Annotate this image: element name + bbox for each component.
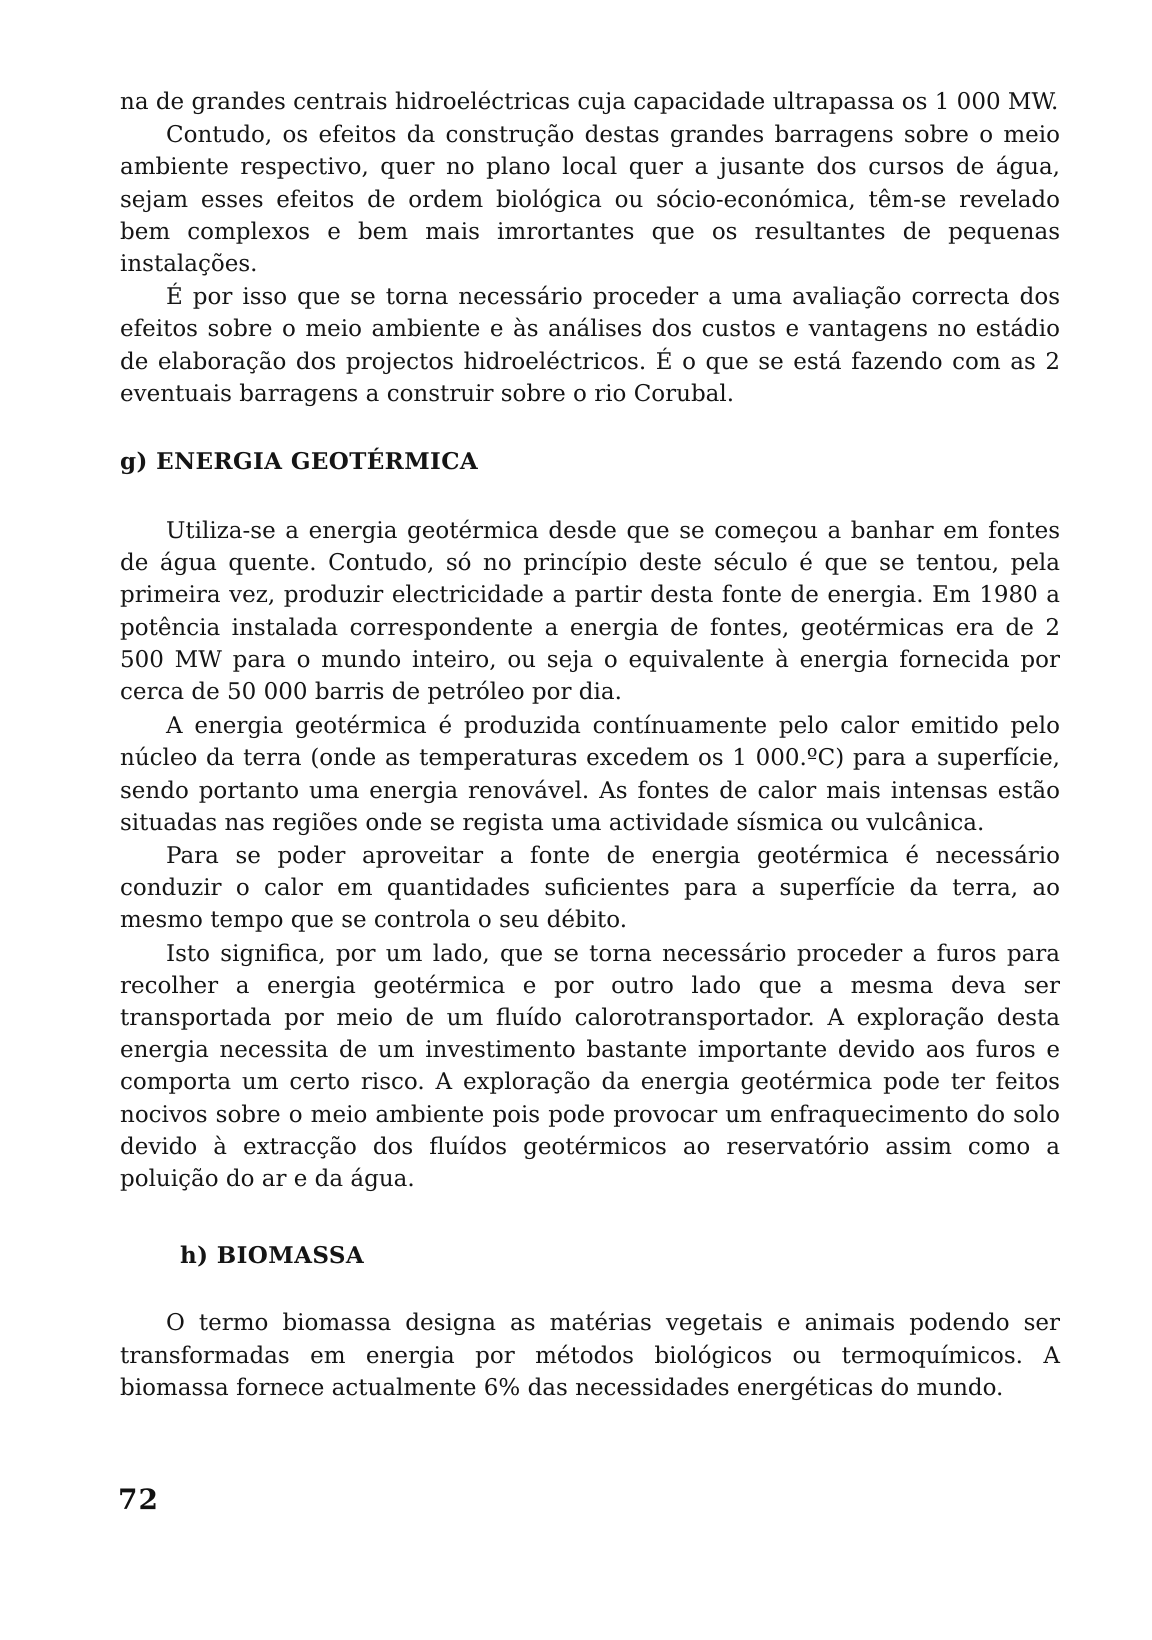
page-number: 72 bbox=[118, 1483, 159, 1516]
paragraph-geothermal-risks: Isto significa, por um lado, que se torna necessário proceder a furos para recolher a energia geotérmica e por outro lado que a mesma deva ser transportada por meio de um fluído calorotransportador. A exploração desta energia necessita de um investimento bastante importante devido aos furos e comporta um certo risco. A exploração da energia geotérmica pode ter feitos nocivos sobre o meio ambiente pois pode provocar um enfraquecimento do solo devido à extracção dos fluídos geotérmicos ao reservatório assim como a poluição do ar e da água. bbox=[120, 940, 1060, 1193]
paragraph-biomass-definition: O termo biomassa designa as matérias vegetais e animais podendo ser transformadas em energia por métodos biológicos ou termoquímicos. A biomassa fornece actualmente 6% das necessidades energéticas do mundo. bbox=[120, 1310, 1060, 1401]
document-body bbox=[120, 86, 1060, 1404]
section-heading-biomass: h) BIOMASSA bbox=[180, 1242, 365, 1270]
paragraph-hydro-capacity: na de grandes centrais hidroeléctricas cuja capacidade ultrapassa os 1 000 MW. bbox=[120, 89, 1059, 115]
paragraph-geothermal-source: A energia geotérmica é produzida contínuamente pelo calor emitido pelo núcleo da terra (onde as temperaturas excedem os 1 000.ºC) para a superfície, sendo portanto uma energia renovável. As fontes de calor mais intensas estão situadas nas regiões onde se regista uma actividade sísmica ou vulcânica. bbox=[120, 713, 1060, 836]
paragraph-geothermal-history: Utiliza-se a energia geotérmica desde que se começou a banhar em fontes de água quente. Contudo, só no princípio deste século é que se tentou, pela primeira vez, produzir electricidade a partir desta fonte de energia. Em 1980 a potência instalada correspondente a energia de fontes, geotérmicas era de 2 500 MW para o mundo inteiro, ou seja o equivalente à energia fornecida por cerca de 50 000 barris de petróleo por dia. bbox=[120, 518, 1060, 706]
paragraph-environmental-evaluation: É por isso que se torna necessário proceder a uma avaliação correcta dos efeitos sobre o meio ambiente e às análises dos custos e vantagens no estádio de elaboração dos projectos hidroeléctricos. É o que se está fazendo com as 2 eventuais barragens a construir sobre o rio Corubal. bbox=[120, 284, 1060, 407]
paragraph-geothermal-use: Para se poder aproveitar a fonte de energia geotérmica é necessário conduzir o calor em quantidades suficientes para a superfície da terra, ao mesmo tempo que se controla o seu débito. bbox=[120, 843, 1060, 934]
section-heading-geothermal: g) ENERGIA GEOTÉRMICA bbox=[120, 448, 479, 476]
paragraph-dam-effects: Contudo, os efeitos da construção destas grandes barragens sobre o meio ambiente respectivo, quer no plano local quer a jusante dos cursos de água, sejam esses efeitos de ordem biológica ou sócio-económica, têm-se revelado bem complexos e bem mais imrortantes que os resultantes de pequenas instalações. bbox=[120, 122, 1060, 278]
